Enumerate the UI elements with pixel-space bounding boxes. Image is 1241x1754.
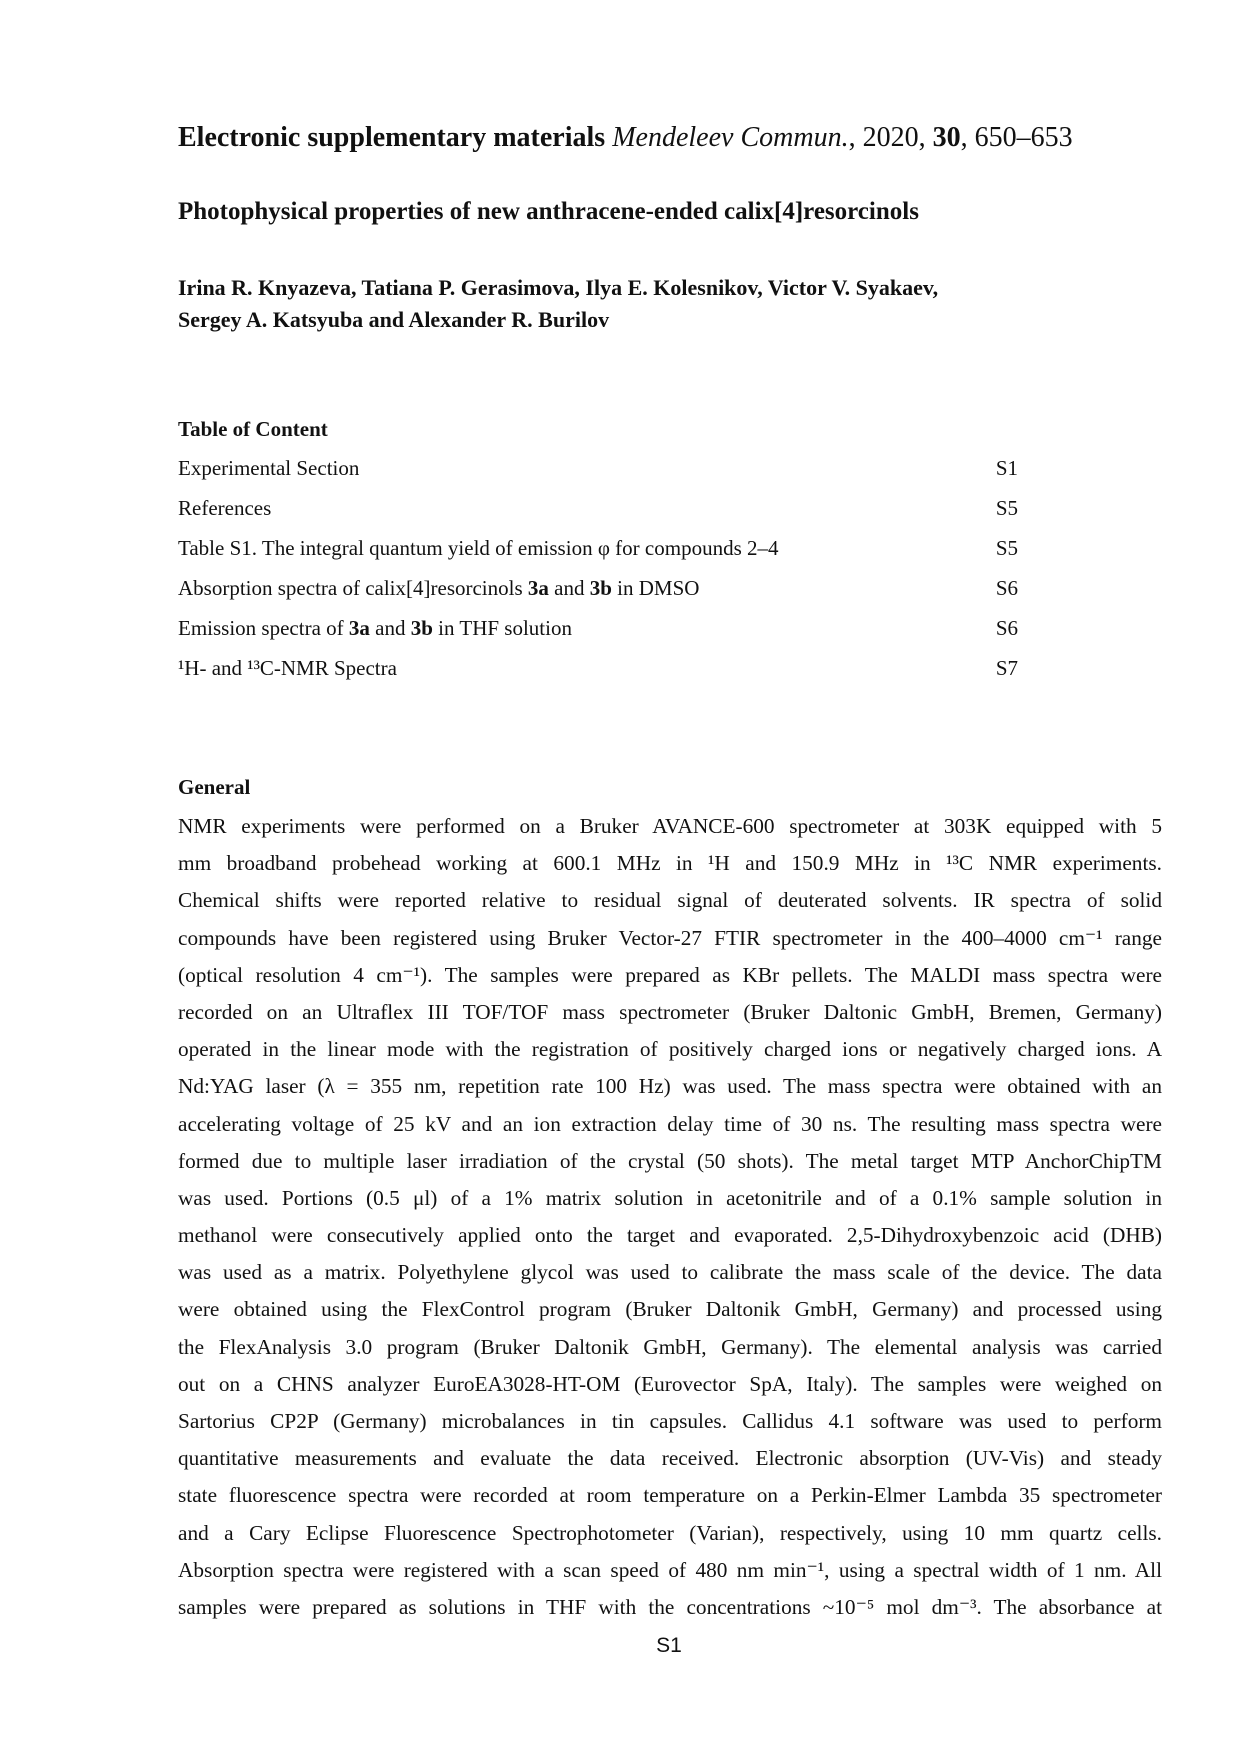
paragraph-line: and a Cary Eclipse Fluorescence Spectrophotometer (Varian), respectively, using 10 mm quartz cells. bbox=[178, 1520, 1162, 1545]
toc-item-page: S5 bbox=[995, 496, 1018, 520]
toc-item-label: Table S1. The integral quantum yield of emission φ for compounds 2–4 bbox=[178, 536, 779, 560]
toc-item-label: Absorption spectra of calix[4]resorcinols 3a and 3b in DMSO bbox=[178, 576, 700, 600]
paragraph-line: Absorption spectra were registered with a scan speed of 480 nm min⁻¹, using a spectral width of 1 nm. All bbox=[178, 1557, 1162, 1582]
paragraph-line: accelerating voltage of 25 kV and an ion extraction delay time of 30 ns. The resulting mass spectra were bbox=[178, 1111, 1162, 1136]
page-number: S1 bbox=[656, 1634, 682, 1657]
esm-label: Electronic supplementary materials bbox=[178, 122, 606, 153]
paper-title: Photophysical properties of new anthracene-ended calix[4]resorcinols bbox=[178, 198, 919, 225]
toc-item-page: S6 bbox=[995, 616, 1018, 640]
toc-item-label: Experimental Section bbox=[178, 456, 360, 480]
paragraph-line: compounds have been registered using Bruker Vector-27 FTIR spectrometer in the 400–4000 cm⁻¹ range bbox=[178, 925, 1162, 950]
paragraph-line: were obtained using the FlexControl program (Bruker Daltonik GmbH, Germany) and processed using bbox=[178, 1297, 1162, 1322]
toc-item-label: Emission spectra of 3a and 3b in THF solution bbox=[178, 616, 572, 640]
toc-item bbox=[178, 614, 1018, 654]
author-line: Irina R. Knyazeva, Tatiana P. Gerasimova, Ilya E. Kolesnikov, Victor V. Syakaev, bbox=[178, 275, 939, 300]
toc-item bbox=[178, 574, 1018, 614]
journal-year: , 2020, bbox=[848, 122, 933, 153]
paragraph-line: was used. Portions (0.5 μl) of a 1% matrix solution in acetonitrile and of a 0.1% sample solution in bbox=[178, 1185, 1162, 1210]
journal-volume: 30 bbox=[932, 122, 961, 153]
paragraph-line: state fluorescence spectra were recorded at room temperature on a Perkin-Elmer Lambda 35 spectrometer bbox=[178, 1483, 1162, 1508]
author-list bbox=[178, 272, 938, 336]
paragraph-line: quantitative measurements and evaluate the data received. Electronic absorption (UV-Vis) and steady bbox=[178, 1446, 1162, 1471]
paragraph-line: was used as a matrix. Polyethylene glycol was used to calibrate the mass scale of the device. The data bbox=[178, 1260, 1162, 1285]
paragraph-line: formed due to multiple laser irradiation of the crystal (50 shots). The metal target MTP AnchorChipTM bbox=[178, 1148, 1162, 1173]
toc-item-label: ¹H- and ¹³C-NMR Spectra bbox=[178, 656, 397, 680]
journal-name: Mendeleev Commun. bbox=[612, 122, 849, 153]
toc-item-page: S7 bbox=[995, 656, 1018, 680]
paragraph-line: the FlexAnalysis 3.0 program (Bruker Daltonik GmbH, Germany). The elemental analysis was carried bbox=[178, 1334, 1162, 1359]
author-line: Sergey A. Katsyuba and Alexander R. Burilov bbox=[178, 307, 610, 332]
paragraph-line: out on a CHNS analyzer EuroEA3028-HT-OM (Eurovector SpA, Italy). The samples were weighed on bbox=[178, 1371, 1162, 1396]
toc-item bbox=[178, 534, 1018, 574]
toc-heading: Table of Content bbox=[178, 417, 328, 441]
general-paragraph bbox=[178, 808, 1162, 1626]
toc-item-page: S5 bbox=[995, 536, 1018, 560]
paragraph-line: recorded on an Ultraflex III TOF/TOF mass spectrometer (Bruker Daltonic GmbH, Bremen, Germany) bbox=[178, 999, 1162, 1024]
toc-item bbox=[178, 494, 1018, 534]
paragraph-line: mm broadband probehead working at 600.1 MHz in ¹H and 150.9 MHz in ¹³C NMR experiments. bbox=[178, 851, 1162, 876]
header-line bbox=[178, 120, 1073, 156]
table-of-contents bbox=[178, 454, 1018, 694]
paragraph-line: Sartorius CP2P (Germany) microbalances in tin capsules. Callidus 4.1 software was used to perform bbox=[178, 1409, 1162, 1433]
paragraph-line: Nd:YAG laser (λ = 355 nm, repetition rate 100 Hz) was used. The mass spectra were obtained with an bbox=[178, 1074, 1162, 1099]
general-heading: General bbox=[178, 775, 251, 799]
journal-pages: , 650–653 bbox=[960, 122, 1073, 153]
paragraph-line: NMR experiments were performed on a Bruker AVANCE-600 spectrometer at 303K equipped with 5 bbox=[178, 814, 1162, 838]
paragraph-line: Chemical shifts were reported relative to residual signal of deuterated solvents. IR spectra of solid bbox=[178, 888, 1162, 913]
paragraph-line: methanol were consecutively applied onto the target and evaporated. 2,5-Dihydroxybenzoic acid (DHB) bbox=[178, 1223, 1162, 1248]
toc-item-page: S6 bbox=[995, 576, 1018, 600]
paragraph-line: operated in the linear mode with the registration of positively charged ions or negatively charged ions. A bbox=[178, 1037, 1162, 1062]
paragraph-line: samples were prepared as solutions in THF with the concentrations ~10⁻⁵ mol dm⁻³. The absorbance at bbox=[178, 1594, 1162, 1619]
toc-item-label: References bbox=[178, 496, 272, 520]
toc-item bbox=[178, 654, 1018, 694]
paragraph-line: (optical resolution 4 cm⁻¹). The samples were prepared as KBr pellets. The MALDI mass spectra were bbox=[178, 962, 1162, 987]
toc-item-page: S1 bbox=[995, 456, 1018, 480]
toc-item bbox=[178, 454, 1018, 494]
